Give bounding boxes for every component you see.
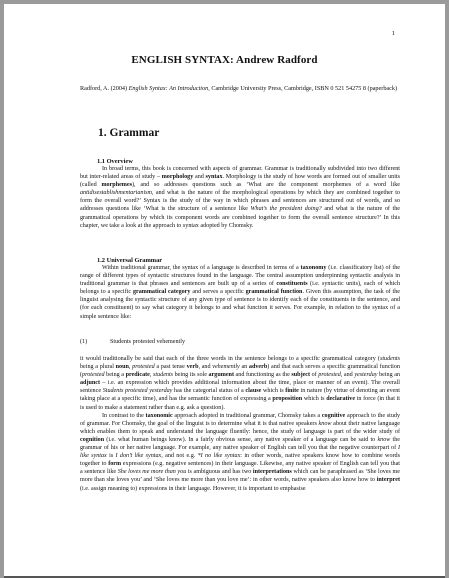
italic-term: protested xyxy=(82,372,105,379)
text-run: being a xyxy=(104,372,126,379)
text-run: – i.e. an expression which provides additional information about the time, place or manner of an event). The overall sentence xyxy=(80,380,400,395)
bold-term: grammatical category xyxy=(132,289,191,296)
italic-term: What’s the president doing? xyxy=(250,206,322,213)
bold-term: taxonomy xyxy=(300,265,327,271)
bold-term: adjunct xyxy=(80,380,101,387)
bold-term: argument xyxy=(208,372,234,379)
text-run: : in other words, native speakers know how to combine words together to xyxy=(80,453,400,468)
text-run: being a plural xyxy=(80,364,116,371)
text-run: , xyxy=(149,372,154,379)
universal-grammar-paragraph-1 xyxy=(80,264,400,321)
section-heading-universal-grammar: 1.2 Universal Grammar xyxy=(97,257,163,264)
text-run: In contrast to the xyxy=(102,412,146,419)
chapter-heading: 1. Grammar xyxy=(98,127,160,139)
paragraph xyxy=(80,165,400,230)
italic-term: Students protested yesterday xyxy=(102,388,173,395)
bold-term: cognition xyxy=(80,436,105,443)
text-run: In broad terms, this book is concerned with aspects of grammar. Grammar is traditionally subdivided into two different but inter-related areas of study – xyxy=(80,166,400,181)
text-run: being its sole xyxy=(173,372,209,379)
bold-term: proposition xyxy=(272,396,303,403)
text-run: , Cambridge University Press, Cambridge, ISBN 0 521 54275 8 (paperback) xyxy=(208,85,398,92)
bold-term: form xyxy=(108,461,122,468)
text-run: has the categorial status of a xyxy=(172,388,246,395)
overview-paragraph xyxy=(80,165,400,230)
document-title: ENGLISH SYNTAX: Andrew Radford xyxy=(131,54,318,66)
text-run: is ambiguous and has two xyxy=(186,469,253,476)
bold-term: noun xyxy=(115,364,129,371)
text-run: is xyxy=(106,453,116,460)
text-run: about their native language which enables them to speak and understand the language fluently: hence, the study of language is part of the wider study of xyxy=(80,420,400,435)
italic-term: I like syntax xyxy=(80,445,400,460)
text-run: (i.e. classificatory list) of the range of different types of syntactic structures found in the language. The central assumption underpinning syntactic analysis in traditional grammar is that phrases and sentences are built up of a series of xyxy=(80,265,400,288)
text-run: approach to the study of grammar. For Chomsky, the goal of the linguist is to determine what it is that native speakers xyxy=(80,412,401,427)
bibliographic-reference xyxy=(80,85,400,93)
bold-term: subject xyxy=(291,372,311,379)
bold-term: declarative xyxy=(326,396,356,403)
example-text: Students protested vehemently xyxy=(110,339,185,345)
text-run: and functioning as the xyxy=(233,372,292,379)
text-run: the grammar of his or her native language. For example, any native speaker of English can tell you that the negative counterpart of xyxy=(80,436,400,452)
text-run: (i.e. syntactic units), each of which belongs to a specific xyxy=(80,281,401,296)
italic-term: *I no like syntax xyxy=(197,453,241,460)
bold-term: morphemes xyxy=(101,182,132,189)
example-number: (1) xyxy=(80,339,88,345)
text-run: (i.e. assign meaning to) expressions in their language. However, it is important to emphasise xyxy=(80,485,306,492)
bold-term: syntax xyxy=(205,174,223,181)
text-run: expressions (e.g. negative sentences) in their language. Likewise, any native speaker of English can tell you that a sentence like xyxy=(80,461,400,476)
text-run: , and what is the nature of the morphological operations by which they are combined together to form the overall word?’ Syntax is the study of the way in which phrases and sentences are structured out of words, and so addresses questions like ‘What is the structure of a sentence like xyxy=(80,190,400,213)
bold-term: taxonomic xyxy=(145,412,173,419)
text-run: an xyxy=(239,364,249,371)
paragraph xyxy=(80,412,400,493)
italic-term: I don’t like syntax xyxy=(115,453,162,460)
text-run: of xyxy=(310,372,319,379)
bold-term: adverb xyxy=(248,364,268,371)
example-sentence xyxy=(80,339,185,345)
italic-term: antidisestablishmentarianism xyxy=(80,190,152,197)
text-run: , and not e.g. xyxy=(161,453,198,460)
italic-term: She loves me more than you xyxy=(117,469,187,476)
bold-term: interpret xyxy=(376,477,400,484)
italic-term: students xyxy=(379,356,400,362)
text-run: and serves a specific xyxy=(190,289,246,296)
text-run: ) and that each serves a specific grammatical function ( xyxy=(80,364,400,379)
text-run: a past tense xyxy=(154,364,187,371)
section-heading-overview: 1.1 Overview xyxy=(97,158,133,165)
italic-term: protested xyxy=(132,364,155,371)
text-run: , xyxy=(128,364,133,371)
page-number: 1 xyxy=(391,30,395,37)
bold-term: finite xyxy=(285,388,299,395)
text-run: being an xyxy=(377,372,400,379)
text-run: in force (in that it is used to make a statement rather than e.g. ask a question). xyxy=(80,396,400,411)
italic-term: protested xyxy=(318,372,341,379)
bold-term: verb xyxy=(186,364,199,371)
text-run: , and xyxy=(198,364,213,371)
text-run: which is xyxy=(261,388,286,395)
italic-term: English Syntax: An Introduction xyxy=(128,85,209,92)
bold-term: cognitive xyxy=(321,412,346,419)
document-page xyxy=(4,4,445,578)
italic-term: vehemently xyxy=(212,364,240,371)
text-run: . Morphology is the study of how words are formed out of smaller units (called xyxy=(80,174,400,189)
text-run: which is xyxy=(302,396,327,403)
italic-term: students xyxy=(153,372,174,379)
bold-term: grammatical function xyxy=(245,289,303,296)
italic-term: know xyxy=(377,436,391,443)
text-run: Radford, A. (2004) xyxy=(80,85,129,92)
universal-grammar-paragraphs-2-3 xyxy=(80,355,400,493)
text-run: in nature (by virtue of denoting an event taking place at a specific time), and has the semantic function of expressing a xyxy=(80,388,400,403)
text-run: , and xyxy=(340,372,355,379)
text-run: and xyxy=(193,174,206,181)
paragraph xyxy=(80,355,400,412)
text-run: Within traditional grammar, the syntax of a language is described in terms of a xyxy=(102,265,301,271)
text-run: . Given this assumption, the task of the linguist analysing the syntactic structure of any given type of sentence is to identify each of the constituents in the sentence, and (for each constituent) to say what category it belongs to and what function it serves. For example, in relation to the syntax of a simple sentence like: xyxy=(80,289,401,320)
bold-term: predicate xyxy=(125,372,150,379)
text-run: which can be paraphrased as ‘She loves me more than she loves you’ and ‘She loves me more than you love me’: in other words, native speakers also know how to xyxy=(80,469,400,484)
bold-term: clause xyxy=(245,388,262,395)
text-run: it would traditionally be said that each of the three words in the sentence belongs to a specific grammatical category ( xyxy=(80,356,380,362)
text-run: (i.e. what human beings know). In a fairly obvious sense, any native speaker of a language can be said to xyxy=(104,436,378,443)
italic-term: know xyxy=(318,420,332,427)
bold-term: morphology xyxy=(161,174,194,181)
text-run: and what is the nature of the grammatical operations by which its component words are combined together to form the overall sentence structure?’ In this chapter, we take a look at the approach to syntax adopted by Chomsky. xyxy=(80,206,401,229)
italic-term: yesterday xyxy=(354,372,378,379)
bold-term: interpretations xyxy=(252,469,292,476)
paragraph xyxy=(80,264,400,321)
text-run: ), and so addresses questions such as ‘What are the component morphemes of a word like xyxy=(131,182,401,189)
bold-term: constituents xyxy=(276,281,308,288)
text-run: approach adopted in traditional grammar, Chomsky takes a xyxy=(172,412,322,419)
